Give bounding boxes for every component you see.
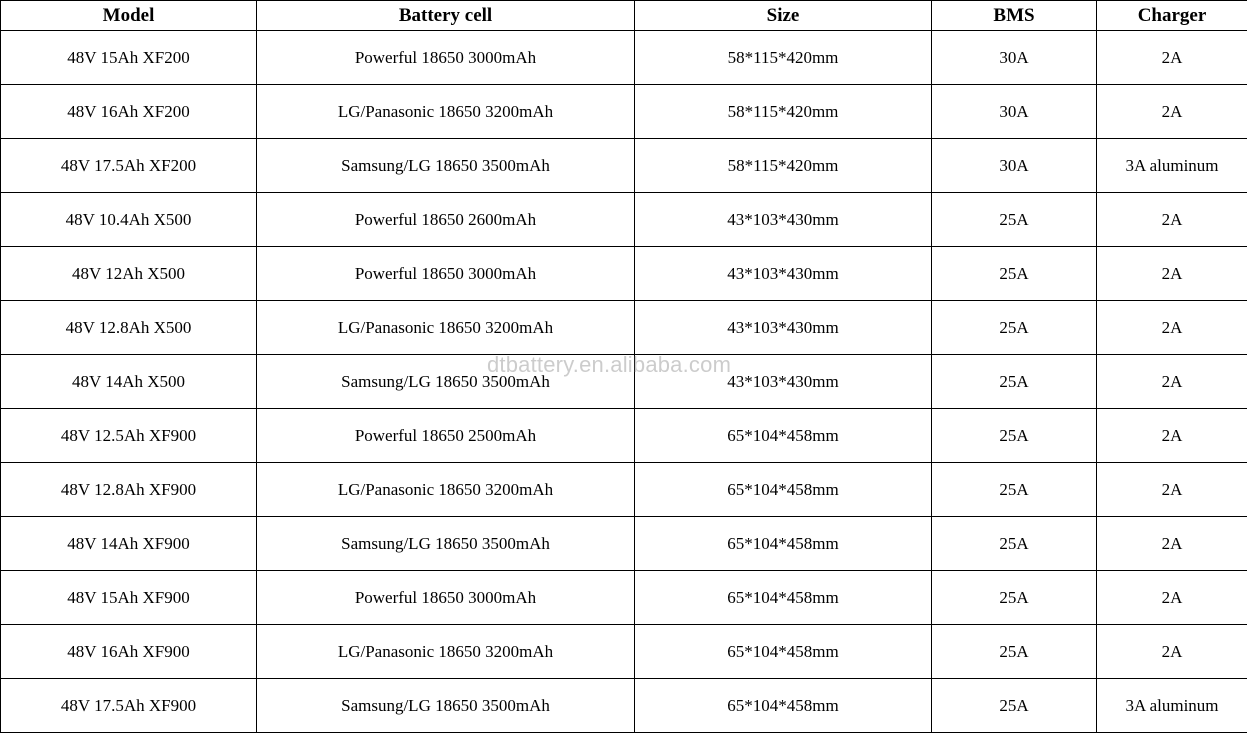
cell-battery-cell: Samsung/LG 18650 3500mAh — [257, 139, 635, 193]
cell-model: 48V 12.8Ah X500 — [1, 301, 257, 355]
cell-bms: 25A — [932, 517, 1097, 571]
cell-charger: 2A — [1097, 31, 1247, 85]
cell-bms: 25A — [932, 463, 1097, 517]
cell-bms: 25A — [932, 301, 1097, 355]
cell-model: 48V 14Ah XF900 — [1, 517, 257, 571]
cell-size: 58*115*420mm — [635, 31, 932, 85]
cell-battery-cell: Samsung/LG 18650 3500mAh — [257, 355, 635, 409]
cell-model: 48V 10.4Ah X500 — [1, 193, 257, 247]
table-row — [1, 409, 1247, 463]
cell-bms: 30A — [932, 85, 1097, 139]
cell-battery-cell: Powerful 18650 3000mAh — [257, 571, 635, 625]
cell-model: 48V 14Ah X500 — [1, 355, 257, 409]
table-row — [1, 355, 1247, 409]
cell-charger: 2A — [1097, 409, 1247, 463]
cell-bms: 25A — [932, 193, 1097, 247]
cell-model: 48V 12.5Ah XF900 — [1, 409, 257, 463]
cell-bms: 25A — [932, 625, 1097, 679]
table-row — [1, 139, 1247, 193]
cell-charger: 2A — [1097, 85, 1247, 139]
cell-model: 48V 17.5Ah XF900 — [1, 679, 257, 733]
cell-battery-cell: Samsung/LG 18650 3500mAh — [257, 517, 635, 571]
table-header — [1, 1, 1247, 31]
cell-charger: 2A — [1097, 517, 1247, 571]
cell-battery-cell: LG/Panasonic 18650 3200mAh — [257, 85, 635, 139]
table-row — [1, 571, 1247, 625]
cell-size: 58*115*420mm — [635, 139, 932, 193]
table-row — [1, 193, 1247, 247]
table-body — [1, 31, 1247, 733]
cell-size: 43*103*430mm — [635, 301, 932, 355]
cell-battery-cell: LG/Panasonic 18650 3200mAh — [257, 625, 635, 679]
cell-model: 48V 15Ah XF200 — [1, 31, 257, 85]
cell-charger: 3A aluminum — [1097, 679, 1247, 733]
cell-charger: 3A aluminum — [1097, 139, 1247, 193]
cell-charger: 2A — [1097, 301, 1247, 355]
cell-size: 65*104*458mm — [635, 409, 932, 463]
cell-model: 48V 16Ah XF200 — [1, 85, 257, 139]
cell-size: 65*104*458mm — [635, 463, 932, 517]
cell-model: 48V 16Ah XF900 — [1, 625, 257, 679]
cell-battery-cell: Samsung/LG 18650 3500mAh — [257, 679, 635, 733]
header-charger: Charger — [1097, 1, 1247, 31]
table-row — [1, 625, 1247, 679]
header-bms: BMS — [932, 1, 1097, 31]
cell-bms: 25A — [932, 409, 1097, 463]
cell-battery-cell: LG/Panasonic 18650 3200mAh — [257, 463, 635, 517]
watermark-text: dtbattery.en.alibaba.com — [487, 352, 732, 377]
header-row — [1, 1, 1247, 31]
cell-battery-cell: Powerful 18650 3000mAh — [257, 31, 635, 85]
cell-size: 43*103*430mm — [635, 193, 932, 247]
cell-bms: 25A — [932, 679, 1097, 733]
cell-charger: 2A — [1097, 247, 1247, 301]
cell-model: 48V 12.8Ah XF900 — [1, 463, 257, 517]
cell-bms: 25A — [932, 247, 1097, 301]
cell-charger: 2A — [1097, 625, 1247, 679]
cell-battery-cell: Powerful 18650 2600mAh — [257, 193, 635, 247]
cell-bms: 30A — [932, 31, 1097, 85]
table-row — [1, 31, 1247, 85]
cell-charger: 2A — [1097, 355, 1247, 409]
cell-battery-cell: LG/Panasonic 18650 3200mAh — [257, 301, 635, 355]
table-row — [1, 679, 1247, 733]
cell-model: 48V 15Ah XF900 — [1, 571, 257, 625]
cell-model: 48V 12Ah X500 — [1, 247, 257, 301]
cell-size: 58*115*420mm — [635, 85, 932, 139]
cell-size: 65*104*458mm — [635, 571, 932, 625]
header-size: Size — [635, 1, 932, 31]
cell-battery-cell: Powerful 18650 2500mAh — [257, 409, 635, 463]
cell-model: 48V 17.5Ah XF200 — [1, 139, 257, 193]
table-row — [1, 247, 1247, 301]
cell-size: 43*103*430mm — [635, 355, 932, 409]
cell-bms: 25A — [932, 355, 1097, 409]
table-row — [1, 85, 1247, 139]
cell-size: 65*104*458mm — [635, 517, 932, 571]
header-battery-cell: Battery cell — [257, 1, 635, 31]
cell-charger: 2A — [1097, 463, 1247, 517]
cell-size: 65*104*458mm — [635, 625, 932, 679]
cell-size: 65*104*458mm — [635, 679, 932, 733]
table-row — [1, 301, 1247, 355]
header-model: Model — [1, 1, 257, 31]
cell-charger: 2A — [1097, 193, 1247, 247]
table-row — [1, 517, 1247, 571]
cell-bms: 30A — [932, 139, 1097, 193]
cell-size: 43*103*430mm — [635, 247, 932, 301]
cell-charger: 2A — [1097, 571, 1247, 625]
cell-battery-cell: Powerful 18650 3000mAh — [257, 247, 635, 301]
cell-bms: 25A — [932, 571, 1097, 625]
table-row — [1, 463, 1247, 517]
